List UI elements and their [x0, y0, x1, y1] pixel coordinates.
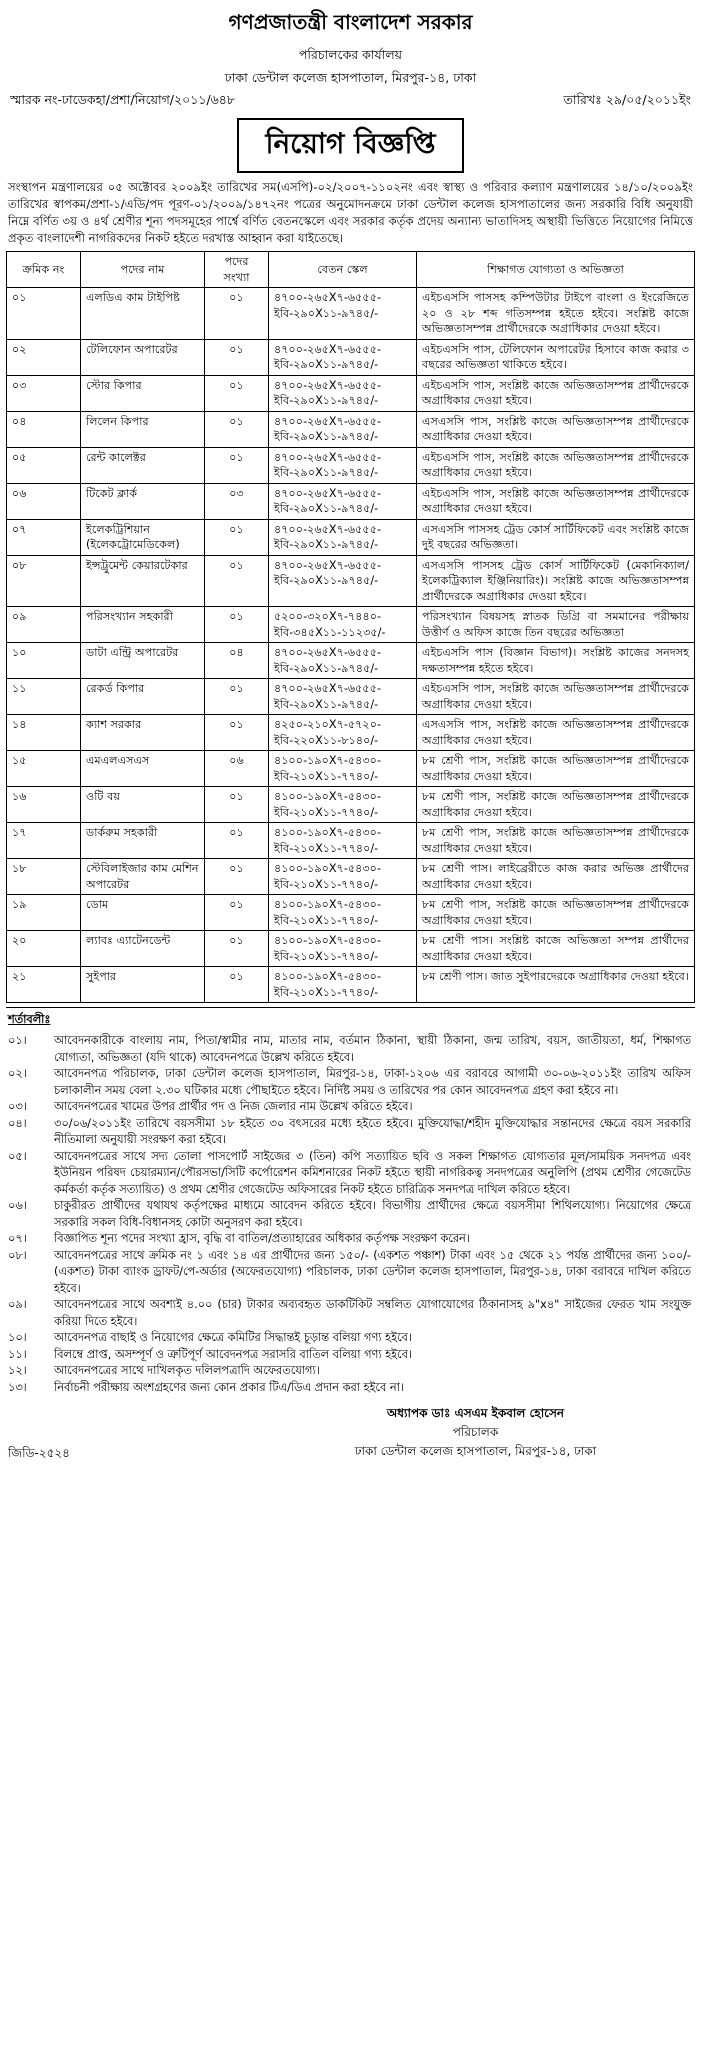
post-name-cell: পরিসংখ্যান সহকারী: [81, 607, 205, 643]
terms-list: [6, 1033, 695, 1396]
term-text: চাকুরীরত প্রার্থীদের যথাযথ কর্তৃপক্ষের মাধ্যমে আবেদন করিতে হইবে। বিভাগীয় প্রার্থীদের ক্ষেত্রে বয়সসীমা শিথিলযোগ্য। নিয়োগের ক্ষেত্রে সরকারি সকল বিধি-বিধানসহ কোটা অনুসরণ করা হইবে।: [54, 1199, 691, 1229]
pay-scale-cell: ৪৭০০-২৬৫X৭-৬৫৫৫- ইবি-২৯০X১১-৯৭৪৫/-: [269, 643, 417, 679]
post-name-cell: ইলেকট্রিশিয়ান (ইলেকট্রোমেডিকেল): [81, 519, 205, 555]
post-name-cell: ক্যাশ সরকার: [81, 715, 205, 751]
pay-scale-cell: ৪১০০-১৯০X৭-৫৪৩০- ইবি-২১০X১১-৭৭৪০/-: [269, 931, 417, 967]
terms-title: শর্তাবলীঃ: [8, 1013, 51, 1026]
government-name: গণপ্রজাতন্ত্রী বাংলাদেশ সরকার: [228, 10, 473, 34]
pay-scale-cell: ৪১০০-১৯০X৭-৫৪৩০- ইবি-২১০X১১-৭৭৪০/-: [269, 859, 417, 895]
qualification-cell: ৮ম শ্রেণী পাস। লাইব্রেরীতে কাজ করার অভিজ্ঞ প্রার্থীদের অগ্রাধিকার দেওয়া হইবে।: [417, 859, 695, 895]
qualification-cell: এইচএসসি পাস, সংশ্লিষ্ট কাজে অভিজ্ঞতাসম্পন্ন প্রার্থীদেরকে অগ্রাধিকার দেওয়া হইবে।: [417, 447, 695, 483]
term-number: ০৫।: [8, 1149, 27, 1163]
table-row: [7, 447, 695, 483]
term-text: আবেদনপত্র পরিচালক, ঢাকা ডেন্টাল কলেজ হাসপাতাল, মিরপুর-১৪, ঢাকা-১২০৬ এর বরাবরে আগামী ৩০-০৬-২০১১ইং তারিখ অফিস চলাকালীন সময় বেলা ২.৩০ ঘটিকার মধ্যে পৌছাইতে হইবে। নির্দিষ্ট সময় ও তারিখের পর কোন আবেদনপত্র গ্রহণ করা হইবে না।: [54, 1067, 691, 1097]
post-name-cell: ইন্সট্রুমেন্ট কেয়ারটেকার: [81, 555, 205, 607]
post-count-cell: ০১: [205, 895, 269, 931]
term-item: [6, 1363, 695, 1380]
serial-cell: ০৬: [7, 483, 81, 519]
post-count-cell: ০১: [205, 931, 269, 967]
qualification-cell: এইচএসসি পাস, সংশ্লিষ্ট কাজে অভিজ্ঞতাসম্পন্ন প্রার্থীদেরকে অগ্রাধিকার দেওয়া হইবে।: [417, 483, 695, 519]
term-item: [6, 1231, 695, 1248]
post-name-cell: টেলিফোন অপারেটর: [81, 339, 205, 375]
term-item: [6, 1330, 695, 1347]
pay-scale-cell: ৪২৫০-২১০X৭-৫৭২০- ইবি-২২০X১১-৮১৪০/-: [269, 715, 417, 751]
term-text: আবেদনপত্রের সাথে সদ্য তোলা পাসপোর্ট সাইজের ৩ (তিন) কপি সত্যায়িত ছবি ও সকল শিক্ষাগত যোগ্যতার মূল/সাময়িক সনদপত্র এবং ইউনিয়ন পরিষদ চেয়ারম্যান/পৌরসভা/সিটি কর্পোরেশন কমিশনারের নিকট হইতে স্থায়ী নাগরিকত্ব সনদপত্রের অনুলিপি (প্রথম শ্রেণীর গেজেটেড কর্মকর্তা কর্তৃক সত্যায়িত) ও প্রথম শ্রেণীর গেজেটেড অফিসারের নিকট হইতে চারিত্রিক সনদপত্র দাখিল করিতে হইবে।: [54, 1149, 691, 1196]
post-count-cell: ০১: [205, 288, 269, 340]
serial-cell: ২০: [7, 931, 81, 967]
qualification-cell: এসএসসি পাস, সংশ্লিষ্ট কাজে অভিজ্ঞতাসম্পন্ন প্রার্থীদেরকে অগ্রাধিকার দেওয়া হইবে।: [417, 715, 695, 751]
post-count-cell: ০১: [205, 411, 269, 447]
post-count-cell: ০৪: [205, 643, 269, 679]
term-text: আবেদনকারীকে বাংলায় নাম, পিতা/স্বামীর নাম, মাতার নাম, বর্তমান ঠিকানা, স্থায়ী ঠিকানা, জন্ম তারিখ, বয়স, জাতীয়তা, ধর্ম, শিক্ষাগত যোগ্যতা, অভিজ্ঞতা (যদি থাকে) আবেদনপত্রে উল্লেখ করিতে হইবে।: [54, 1034, 691, 1064]
term-item: [6, 1198, 695, 1231]
serial-cell: ১৪: [7, 715, 81, 751]
serial-cell: ১৫: [7, 751, 81, 787]
term-number: ০৩।: [8, 1100, 27, 1113]
post-count-cell: ০১: [205, 679, 269, 715]
qualification-cell: এইচএসসি পাস (বিজ্ঞান বিভাগ)। সংশ্লিষ্ট কাজের সনদসহ দক্ষতাসম্পন্ন হইতে হইবে।: [417, 643, 695, 679]
term-item: [6, 1248, 695, 1298]
post-name-cell: ডাটা এন্ট্রি অপারেটর: [81, 643, 205, 679]
pay-scale-cell: ৪৭০০-২৬৫X৭-৬৫৫৫- ইবি-২৯০X১১-৯৭৪৫/-: [269, 679, 417, 715]
term-number: ০১।: [8, 1034, 27, 1047]
pay-scale-cell: ৪১০০-১৯০X৭-৫৪৩০- ইবি-২১০X১১-৭৭৪০/-: [269, 823, 417, 859]
term-number: ০৬।: [8, 1199, 27, 1212]
post-count-cell: ০১: [205, 447, 269, 483]
office-name: পরিচালকের কার্যালয়: [298, 47, 403, 62]
pay-scale-cell: ৪৭০০-২৬৫X৭-৬৫৫৫- ইবি-২৯০X১১-৯৭৪৫/-: [269, 447, 417, 483]
term-number: ০২।: [8, 1067, 27, 1080]
table-row: [7, 823, 695, 859]
term-number: ০৯।: [8, 1298, 27, 1311]
header-post-name: পদের নাম: [81, 252, 205, 288]
post-name-cell: স্টেবিলাইজার কাম মেশিন অপারেটর: [81, 859, 205, 895]
table-row: [7, 339, 695, 375]
serial-cell: ০৯: [7, 607, 81, 643]
term-text: আবেদনপত্র বাছাই ও নিয়োগের ক্ষেত্রে কমিটির সিদ্ধান্তই চূড়ান্ত বলিয়া গণ্য হইবে।: [54, 1331, 412, 1344]
post-count-cell: ০১: [205, 375, 269, 411]
post-count-cell: ০১: [205, 967, 269, 1003]
serial-cell: ১৭: [7, 823, 81, 859]
term-text: আবেদনপত্রের সাথে অবশ্যই ৪.০০ (চার) টাকার অব্যবহৃত ডাকটিকিট সম্বলিত যোগাযোগের ঠিকানাসহ ৯"x৪" সাইজের ফেরত খাম সংযুক্ত করিয়া দিতে হইবে।: [54, 1298, 691, 1328]
table-row: [7, 411, 695, 447]
signature-block: [256, 1404, 695, 1461]
post-count-cell: ০১: [205, 715, 269, 751]
term-text: আবেদনপত্রের সাথে দাখিলকৃত দলিলপত্রাদি অফেরতযোগ্য।: [54, 1364, 320, 1377]
serial-cell: ০৩: [7, 375, 81, 411]
table-row: [7, 679, 695, 715]
header: [6, 8, 695, 90]
pay-scale-cell: ৪৭০০-২৬৫X৭-৬৫৫৫- ইবি-২৯০X১১-৯৭৪৫/-: [269, 339, 417, 375]
qualification-cell: ৮ম শ্রেণী পাস। সংশ্লিষ্ট কাজে অভিজ্ঞতা সম্পন্ন প্রার্থীদের অগ্রাধিকার দেওয়া হইবে।: [417, 931, 695, 967]
table-row: [7, 751, 695, 787]
posts-table: [6, 251, 695, 1003]
post-name-cell: ডার্করুম সহকারী: [81, 823, 205, 859]
post-name-cell: ল্যাবঃ এ্যাটেনডেন্ট: [81, 931, 205, 967]
qualification-cell: ৮ম শ্রেণী পাস, সংশ্লিষ্ট কাজে অভিজ্ঞতাসম্পন্ন প্রার্থীদেরকে অগ্রাধিকার দেওয়া হইবে।: [417, 823, 695, 859]
header-serial: ক্রমিক নং: [7, 252, 81, 288]
qualification-cell: এইচএসসি পাসসহ কম্পিউটার টাইপে বাংলা ও ইংরেজিতে ২০ ও ২৮ শব্দ গতিসম্পন্ন হইতে হইবে। সংশ্লিষ্ট কাজে অভিজ্ঞতাসম্পন্ন প্রার্থীদেরকে অগ্রাধিকার দেওয়া হইবে।: [417, 288, 695, 340]
qualification-cell: এইচএসসি পাস, সংশ্লিষ্ট কাজে অভিজ্ঞতাসম্পন্ন প্রার্থীদেরকে অগ্রাধিকার দেওয়া হইবে।: [417, 679, 695, 715]
signatory-designation: পরিচালক: [452, 1425, 499, 1439]
post-name-cell: টিকেট ক্লার্ক: [81, 483, 205, 519]
table-row: [7, 643, 695, 679]
pay-scale-cell: ৪১০০-১৯০X৭-৫৪৩০- ইবি-২১০X১১-৭৭৪০/-: [269, 751, 417, 787]
post-name-cell: ওটি বয়: [81, 787, 205, 823]
pay-scale-cell: ৪৭০০-২৬৫X৭-৬৫৫৫- ইবি-২৯০X১১-৯৭৪৫/-: [269, 375, 417, 411]
term-number: ১১।: [8, 1347, 27, 1361]
post-count-cell: ০১: [205, 859, 269, 895]
table-row: [7, 859, 695, 895]
qualification-cell: ৮ম শ্রেণী পাস, সংশ্লিষ্ট কাজে অভিজ্ঞতাসম্পন্ন প্রার্থীদেরকে অগ্রাধিকার দেওয়া হইবে।: [417, 895, 695, 931]
post-name-cell: রেকর্ড কিপার: [81, 679, 205, 715]
qualification-cell: এইচএসসি পাস, টেলিফোন অপারেটর হিসাবে কাজ করার ৩ বছরের অভিজ্ঞতা থাকিতে হইবে।: [417, 339, 695, 375]
header-pay-scale: বেতন স্কেল: [269, 252, 417, 288]
pay-scale-cell: ৫২০০-৩২০X৭-৭৪৪০- ইবি-৩৪৫X১১-১১২৩৫/-: [269, 607, 417, 643]
term-text: নির্বাচনী পরীক্ষায় অংশগ্রহণের জন্য কোন প্রকার টিএ/ডিএ প্রদান করা হইবে না।: [54, 1380, 404, 1394]
post-count-cell: ০১: [205, 787, 269, 823]
table-row: [7, 715, 695, 751]
office-address: ঢাকা ডেন্টাল কলেজ হাসপাতাল, মিরপুর-১৪, ঢাকা: [224, 70, 477, 85]
pay-scale-cell: ৪৭০০-২৬৫X৭-৬৫৫৫- ইবি-২৯০X১১-৯৭৪৫/-: [269, 555, 417, 607]
memo-number: স্মারক নং-ঢাডেকহা/প্রশা/নিয়োগ/২০১১/৬৪৮: [10, 92, 236, 107]
pay-scale-cell: ৪৭০০-২৬৫X৭-৬৫৫৫- ইবি-২৯০X১১-৯৭৪৫/-: [269, 519, 417, 555]
post-count-cell: ০১: [205, 607, 269, 643]
qualification-cell: এসএসসি পাস, সংশ্লিষ্ট কাজে অভিজ্ঞতাসম্পন্ন প্রার্থীদেরকে অগ্রাধিকার দেওয়া হইবে।: [417, 411, 695, 447]
post-count-cell: ০৩: [205, 483, 269, 519]
post-count-cell: ০১: [205, 339, 269, 375]
term-number: ০৪।: [8, 1116, 27, 1130]
terms-section: [6, 1007, 695, 1396]
intro-paragraph: সংস্থাপন মন্ত্রণালয়ের ০৫ অক্টোবর ২০০৯ইং তারিখের সম(এসপি)-০২/২০০৭-১১০২নং এবং স্বাস্থ্য ও পরিবার কল্যাণ মন্ত্রণালয়ের ১৪/১০/২০০৯ইং তারিখের স্বাপকম/প্রশা-১/এডি/পদ পূরণ-০১/২০০৯/১৪৭২নং পত্রের অনুমোদনক্রমে ঢাকা ডেন্টাল কলেজ হাসপাতালের জন্য সরকারি বিধি অনুযায়ী নিম্নে বর্ণিত ৩য় ও ৪র্থ শ্রেণীর শূন্য পদসমূহের পার্শ্বে বর্ণিত বেতনস্কেলে এবং সরকার কর্তৃক প্রদেয় অন্যান্য ভাতাদিসহ অস্থায়ী ভিত্তিতে নিয়োগের নিমিত্তে প্রকৃত বাংলাদেশী নাগরিকদের নিকট হইতে দরখাস্ত আহ্বান করা যাইতেছে।: [8, 180, 693, 245]
serial-cell: ১৬: [7, 787, 81, 823]
term-item: [6, 1347, 695, 1364]
post-name-cell: এমএলএসএস: [81, 751, 205, 787]
reference-row: [6, 92, 695, 112]
qualification-cell: ৮ম শ্রেণী পাস। জাত সুইপারদেরকে অগ্রাধিকার দেওয়া হইবে।: [417, 967, 695, 1003]
term-item: [6, 1380, 695, 1397]
notice-title: নিয়োগ বিজ্ঞপ্তি: [237, 118, 463, 173]
term-item: [6, 1297, 695, 1330]
term-number: ০৮।: [8, 1248, 27, 1262]
term-item: [6, 1149, 695, 1199]
serial-cell: ১৮: [7, 859, 81, 895]
table-row: [7, 375, 695, 411]
term-text: আবেদনপত্রের খামের উপর প্রার্থীর পদ ও নিজ জেলার নাম উল্লেখ করিতে হইবে।: [54, 1100, 413, 1113]
serial-cell: ২১: [7, 967, 81, 1003]
term-text: ৩০/০৬/২০১১ইং তারিখে বয়সসীমা ১৮ হইতে ৩০ বৎসরের মধ্যে হইতে হইবে। মুক্তিযোদ্ধা/শহীদ মুক্তিযোদ্ধার সন্তানদের ক্ষেত্রে বয়স সরকারি নীতিমালা অনুযায়ী সংরক্ষণ করা হইবে।: [54, 1116, 691, 1146]
table-row: [7, 483, 695, 519]
qualification-cell: ৮ম শ্রেণী পাস, সংশ্লিষ্ট কাজে অভিজ্ঞতাসম্পন্ন প্রার্থীদেরকে অগ্রাধিকার দেওয়া হইবে।: [417, 787, 695, 823]
serial-cell: ১১: [7, 679, 81, 715]
signatory-address: ঢাকা ডেন্টাল কলেজ হাসপাতাল, মিরপুর-১৪, ঢাকা: [354, 1444, 597, 1458]
term-item: [6, 1116, 695, 1149]
table-row: [7, 931, 695, 967]
post-count-cell: ০৬: [205, 751, 269, 787]
pay-scale-cell: ৪৭০০-২৬৫X৭-৬৫৫৫- ইবি-২৯০X১১-৯৭৪৫/-: [269, 411, 417, 447]
term-number: ১৩।: [8, 1380, 27, 1394]
post-name-cell: রেন্ট কালেক্টর: [81, 447, 205, 483]
header-qualification: শিক্ষাগত যোগ্যতা ও অভিজ্ঞতা: [417, 252, 695, 288]
signatory-name: অধ্যাপক ডাঃ এসএম ইকবাল হোসেন: [386, 1406, 565, 1420]
serial-cell: ০৮: [7, 555, 81, 607]
post-name-cell: স্টোর কিপার: [81, 375, 205, 411]
pay-scale-cell: ৪১০০-১৯০X৭-৫৪৩০- ইবি-২১০X১১-৭৭৪০/-: [269, 967, 417, 1003]
pay-scale-cell: ৪১০০-১৯০X৭-৫৪৩০- ইবি-২১০X১১-৭৭৪০/-: [269, 895, 417, 931]
table-row: [7, 519, 695, 555]
serial-cell: ০৫: [7, 447, 81, 483]
serial-cell: ১০: [7, 643, 81, 679]
header-post-count: পদের সংখ্যা: [205, 252, 269, 288]
table-header-row: [7, 252, 695, 288]
qualification-cell: ৮ম শ্রেণী পাস, সংশ্লিষ্ট কাজে অভিজ্ঞতাসম্পন্ন প্রার্থীদেরকে অগ্রাধিকার দেওয়া হইবে।: [417, 751, 695, 787]
post-count-cell: ০১: [205, 555, 269, 607]
qualification-cell: পরিসংখ্যান বিষয়সহ স্নাতক ডিগ্রি বা সমমানের পরীক্ষায় উত্তীর্ণ ও অফিস কাজে তিন বছরের অভিজ্ঞতা: [417, 607, 695, 643]
table-row: [7, 607, 695, 643]
notice-date: তারিখঃ ২৯/০৫/২০১১ইং: [563, 92, 691, 107]
term-number: ০৭।: [8, 1232, 27, 1245]
post-name-cell: সুইপার: [81, 967, 205, 1003]
serial-cell: ০১: [7, 288, 81, 340]
table-row: [7, 895, 695, 931]
table-row: [7, 555, 695, 607]
term-text: আবেদনপত্রের সাথে ক্রমিক নং ১ এবং ১৪ এর প্রার্থীদের জন্য ১৫০/- (একশত পঞ্চাশ) টাকা এবং ১৫ থেকে ২১ পর্যন্ত প্রার্থীদের জন্য ১০০/- (একশত) টাকা ব্যাংক ড্রাফট/পে-অর্ডার (অফেরতযোগ্য) পরিচালক, ঢাকা ডেন্টাল কলেজ হাসপাতাল, মিরপুর-১৪, ঢাকা বরাবরে দাখিল করিতে হইবে।: [54, 1248, 691, 1295]
qualification-cell: এইচএসসি পাস, সংশ্লিষ্ট কাজে অভিজ্ঞতাসম্পন্ন প্রার্থীদেরকে অগ্রাধিকার দেওয়া হইবে।: [417, 375, 695, 411]
post-name-cell: ডোম: [81, 895, 205, 931]
pay-scale-cell: ৪১০০-১৯০X৭-৫৪৩০- ইবি-২১০X১১-৭৭৪০/-: [269, 787, 417, 823]
gd-number: জিডি-২৫২৪: [8, 1446, 70, 1460]
term-number: ১২।: [8, 1364, 27, 1377]
table-row: [7, 288, 695, 340]
post-count-cell: ০১: [205, 519, 269, 555]
term-number: ১০।: [8, 1331, 27, 1344]
table-row: [7, 787, 695, 823]
qualification-cell: এসএসসি পাসসহ ট্রেড কোর্স সার্টিফিকেট এবং সংশ্লিষ্ট কাজে দুই বছরের অভিজ্ঞতা।: [417, 519, 695, 555]
posts-table-body: [7, 288, 695, 1003]
serial-cell: ০২: [7, 339, 81, 375]
footer: [6, 1404, 695, 1461]
post-count-cell: ০১: [205, 823, 269, 859]
term-text: বিলম্বে প্রাপ্ত, অসম্পূর্ণ ও ত্রুটিপূর্ণ আবেদনপত্র সরাসরি বাতিল বলিয়া গণ্য হইবে।: [54, 1347, 412, 1361]
post-name-cell: লিলেন কিপার: [81, 411, 205, 447]
table-row: [7, 967, 695, 1003]
serial-cell: ১৯: [7, 895, 81, 931]
term-item: [6, 1066, 695, 1099]
serial-cell: ০৪: [7, 411, 81, 447]
pay-scale-cell: ৪৭০০-২৬৫X৭-৬৫৫৫- ইবি-২৯০X১১-৯৭৪৫/-: [269, 483, 417, 519]
pay-scale-cell: ৪৭০০-২৬৫X৭-৬৫৫৫- ইবি-২৯০X১১-৯৭৪৫/-: [269, 288, 417, 340]
serial-cell: ০৭: [7, 519, 81, 555]
term-text: বিজ্ঞাপিত শূন্য পদের সংখ্যা হ্রাস, বৃদ্ধি বা বাতিল/প্রত্যাহারের অধিকার কর্তৃপক্ষ সংরক্ষণ করেন।: [54, 1232, 470, 1245]
term-item: [6, 1099, 695, 1116]
post-name-cell: এলডিএ কাম টাইপিষ্ট: [81, 288, 205, 340]
term-item: [6, 1033, 695, 1066]
qualification-cell: এসএসসি পাসসহ ট্রেড কোর্স সার্টিফিকেট (মেকানিক্যাল/ইলেকট্রিক্যাল ইঞ্জিনিয়ারিং)। সংশ্লিষ্ট কাজে অভিজ্ঞতাসম্পন্ন প্রার্থীদেরকে অগ্রাধিকার দেওয়া হইবে।: [417, 555, 695, 607]
